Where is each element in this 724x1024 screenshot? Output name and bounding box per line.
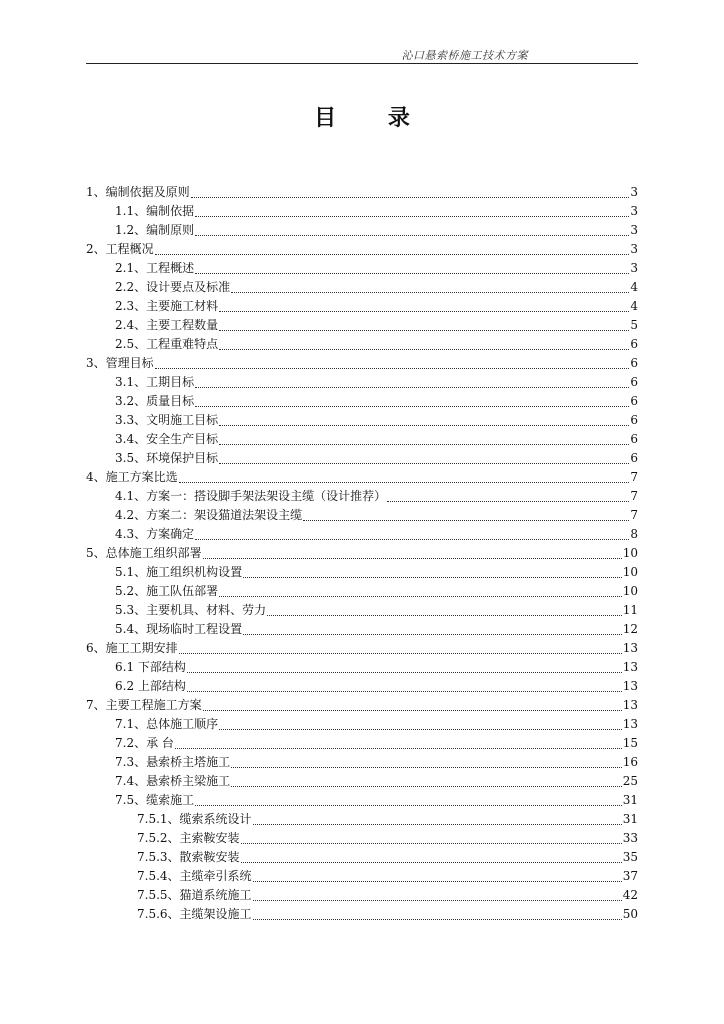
toc-entry-page: 50 <box>622 907 638 921</box>
toc-leader-dots <box>219 329 629 331</box>
toc-entry-page: 3 <box>630 242 638 256</box>
toc-entry-label: 7.5.6、主缆架设施工 <box>137 907 252 921</box>
toc-leader-dots <box>241 842 622 844</box>
toc-entry[interactable] <box>86 221 638 240</box>
toc-leader-dots <box>219 443 629 445</box>
toc-entry-page: 13 <box>622 679 638 693</box>
toc-entry-page: 31 <box>622 793 638 807</box>
toc-leader-dots <box>175 747 622 749</box>
toc-entry-label: 7.5.2、主索鞍安装 <box>137 831 240 845</box>
toc-entry[interactable] <box>86 810 638 829</box>
toc-leader-dots <box>203 709 622 711</box>
toc-entry-page: 13 <box>622 717 638 731</box>
toc-entry-label: 1.1、编制依据 <box>115 204 195 218</box>
toc-entry-label: 7.5、缆索施工 <box>115 793 195 807</box>
toc-entry-label: 2.2、设计要点及标准 <box>115 280 231 294</box>
toc-leader-dots <box>253 880 622 882</box>
table-of-contents <box>86 183 638 924</box>
toc-entry[interactable] <box>86 848 638 867</box>
toc-entry[interactable] <box>86 829 638 848</box>
toc-entry-page: 25 <box>622 774 638 788</box>
toc-entry-page: 31 <box>622 812 638 826</box>
toc-entry[interactable] <box>86 259 638 278</box>
toc-entry-label: 4、施工方案比选 <box>86 470 178 484</box>
toc-leader-dots <box>387 500 629 502</box>
toc-entry-label: 7.5.3、散索鞍安装 <box>137 850 240 864</box>
toc-entry[interactable] <box>86 183 638 202</box>
toc-entry-label: 5、总体施工组织部署 <box>86 546 202 560</box>
toc-leader-dots <box>243 633 622 635</box>
toc-entry-label: 1、编制依据及原则 <box>86 185 190 199</box>
toc-leader-dots <box>253 899 622 901</box>
toc-entry-label: 7.5.5、猫道系统施工 <box>137 888 252 902</box>
toc-leader-dots <box>219 595 622 597</box>
toc-entry-label: 5.3、主要机具、材料、劳力 <box>115 603 267 617</box>
toc-entry-label: 7.3、悬索桥主塔施工 <box>115 755 231 769</box>
toc-entry-label: 3、管理目标 <box>86 356 154 370</box>
toc-entry[interactable] <box>86 544 638 563</box>
toc-entry[interactable] <box>86 354 638 373</box>
toc-leader-dots <box>195 386 629 388</box>
toc-leader-dots <box>267 614 622 616</box>
toc-leader-dots <box>187 671 622 673</box>
toc-leader-dots <box>155 253 630 255</box>
toc-leader-dots <box>231 291 629 293</box>
toc-entry-label: 6.1 下部结构 <box>115 660 186 674</box>
toc-leader-dots <box>195 215 629 217</box>
toc-entry-page: 7 <box>630 470 638 484</box>
toc-entry[interactable] <box>86 506 638 525</box>
toc-entry-label: 5.4、现场临时工程设置 <box>115 622 243 636</box>
toc-entry-page: 10 <box>622 565 638 579</box>
toc-entry-label: 7.1、总体施工顺序 <box>115 717 219 731</box>
toc-entry-label: 7.5.1、缆索系统设计 <box>137 812 252 826</box>
toc-entry[interactable] <box>86 601 638 620</box>
toc-entry-label: 3.1、工期目标 <box>115 375 195 389</box>
toc-entry[interactable] <box>86 620 638 639</box>
toc-leader-dots <box>219 424 629 426</box>
toc-entry-label: 2.5、工程重难特点 <box>115 337 219 351</box>
toc-entry[interactable] <box>86 449 638 468</box>
toc-leader-dots <box>243 576 622 578</box>
toc-entry-label: 7.4、悬索桥主梁施工 <box>115 774 231 788</box>
toc-leader-dots <box>253 918 622 920</box>
toc-entry[interactable] <box>86 582 638 601</box>
toc-entry-page: 12 <box>622 622 638 636</box>
toc-entry-page: 35 <box>622 850 638 864</box>
toc-entry[interactable] <box>86 430 638 449</box>
toc-entry[interactable] <box>86 335 638 354</box>
toc-leader-dots <box>253 823 622 825</box>
toc-entry-label: 2.4、主要工程数量 <box>115 318 219 332</box>
toc-entry[interactable] <box>86 905 638 924</box>
toc-entry-page: 3 <box>630 185 638 199</box>
toc-entry[interactable] <box>86 696 638 715</box>
toc-leader-dots <box>219 462 629 464</box>
toc-entry-page: 33 <box>622 831 638 845</box>
toc-entry-page: 3 <box>630 261 638 275</box>
toc-entry-label: 7.5.4、主缆牵引系统 <box>137 869 252 883</box>
toc-leader-dots <box>219 310 629 312</box>
toc-entry-page: 13 <box>622 660 638 674</box>
toc-entry-label: 3.3、文明施工目标 <box>115 413 219 427</box>
toc-entry-label: 4.1、方案一：搭设脚手架法架设主缆（设计推荐） <box>115 489 387 503</box>
toc-entry[interactable] <box>86 316 638 335</box>
toc-entry[interactable] <box>86 734 638 753</box>
toc-entry-label: 2.3、主要施工材料 <box>115 299 219 313</box>
toc-leader-dots <box>179 481 630 483</box>
header-divider <box>86 63 638 64</box>
toc-entry-label: 4.3、方案确定 <box>115 527 195 541</box>
toc-entry-page: 6 <box>630 413 638 427</box>
toc-entry[interactable] <box>86 639 638 658</box>
toc-entry[interactable] <box>86 658 638 677</box>
toc-entry-label: 3.5、环境保护目标 <box>115 451 219 465</box>
toc-entry[interactable] <box>86 753 638 772</box>
toc-title: 目 录 <box>314 105 432 131</box>
toc-leader-dots <box>195 405 629 407</box>
toc-entry-label: 7、主要工程施工方案 <box>86 698 202 712</box>
toc-leader-dots <box>187 690 622 692</box>
toc-entry-label: 4.2、方案二：架设猫道法架设主缆 <box>115 508 303 522</box>
toc-entry[interactable] <box>86 525 638 544</box>
toc-entry-page: 7 <box>630 489 638 503</box>
toc-entry-page: 3 <box>630 223 638 237</box>
toc-entry[interactable] <box>86 791 638 810</box>
toc-entry-label: 2、工程概况 <box>86 242 154 256</box>
toc-entry-page: 13 <box>622 698 638 712</box>
toc-entry-label: 5.1、施工组织机构设置 <box>115 565 243 579</box>
toc-entry-page: 8 <box>630 527 638 541</box>
toc-entry-label: 3.4、安全生产目标 <box>115 432 219 446</box>
toc-entry-page: 4 <box>630 299 638 313</box>
toc-leader-dots <box>219 348 629 350</box>
toc-entry[interactable] <box>86 715 638 734</box>
toc-entry-page: 7 <box>630 508 638 522</box>
toc-leader-dots <box>195 804 622 806</box>
toc-entry[interactable] <box>86 392 638 411</box>
toc-leader-dots <box>203 557 622 559</box>
toc-entry-page: 16 <box>622 755 638 769</box>
toc-entry[interactable] <box>86 240 638 259</box>
toc-entry-label: 2.1、工程概述 <box>115 261 195 275</box>
toc-entry-label: 6.2 上部结构 <box>115 679 186 693</box>
toc-entry-label: 7.2、承 台 <box>115 736 174 750</box>
toc-leader-dots <box>303 519 629 521</box>
toc-entry-page: 6 <box>630 432 638 446</box>
toc-leader-dots <box>195 538 629 540</box>
toc-entry[interactable] <box>86 487 638 506</box>
toc-entry[interactable] <box>86 411 638 430</box>
toc-entry-page: 15 <box>622 736 638 750</box>
toc-entry[interactable] <box>86 563 638 582</box>
toc-entry-page: 6 <box>630 356 638 370</box>
toc-entry-page: 10 <box>622 546 638 560</box>
toc-entry-page: 11 <box>622 603 638 617</box>
toc-entry[interactable] <box>86 468 638 487</box>
toc-entry-page: 5 <box>630 318 638 332</box>
toc-leader-dots <box>219 728 622 730</box>
toc-leader-dots <box>155 367 630 369</box>
toc-entry-page: 13 <box>622 641 638 655</box>
toc-entry-page: 6 <box>630 394 638 408</box>
toc-entry-page: 6 <box>630 375 638 389</box>
toc-entry[interactable] <box>86 278 638 297</box>
toc-entry[interactable] <box>86 677 638 696</box>
toc-leader-dots <box>231 785 622 787</box>
toc-entry[interactable] <box>86 297 638 316</box>
toc-entry[interactable] <box>86 772 638 791</box>
toc-leader-dots <box>231 766 622 768</box>
toc-entry-label: 1.2、编制原则 <box>115 223 195 237</box>
toc-entry-page: 3 <box>630 204 638 218</box>
toc-leader-dots <box>241 861 622 863</box>
toc-leader-dots <box>195 272 629 274</box>
header-text: 沁口悬索桥施工技术方案 <box>401 49 528 62</box>
toc-entry-page: 42 <box>622 888 638 902</box>
toc-leader-dots <box>191 196 630 198</box>
toc-entry-page: 6 <box>630 451 638 465</box>
toc-entry[interactable] <box>86 867 638 886</box>
toc-entry-label: 6、施工工期安排 <box>86 641 178 655</box>
toc-entry[interactable] <box>86 373 638 392</box>
toc-entry-page: 37 <box>622 869 638 883</box>
toc-leader-dots <box>195 234 629 236</box>
toc-leader-dots <box>179 652 622 654</box>
toc-entry-label: 5.2、施工队伍部署 <box>115 584 219 598</box>
toc-entry-page: 6 <box>630 337 638 351</box>
toc-entry[interactable] <box>86 886 638 905</box>
toc-entry-page: 10 <box>622 584 638 598</box>
toc-entry[interactable] <box>86 202 638 221</box>
toc-entry-label: 3.2、质量目标 <box>115 394 195 408</box>
toc-entry-page: 4 <box>630 280 638 294</box>
